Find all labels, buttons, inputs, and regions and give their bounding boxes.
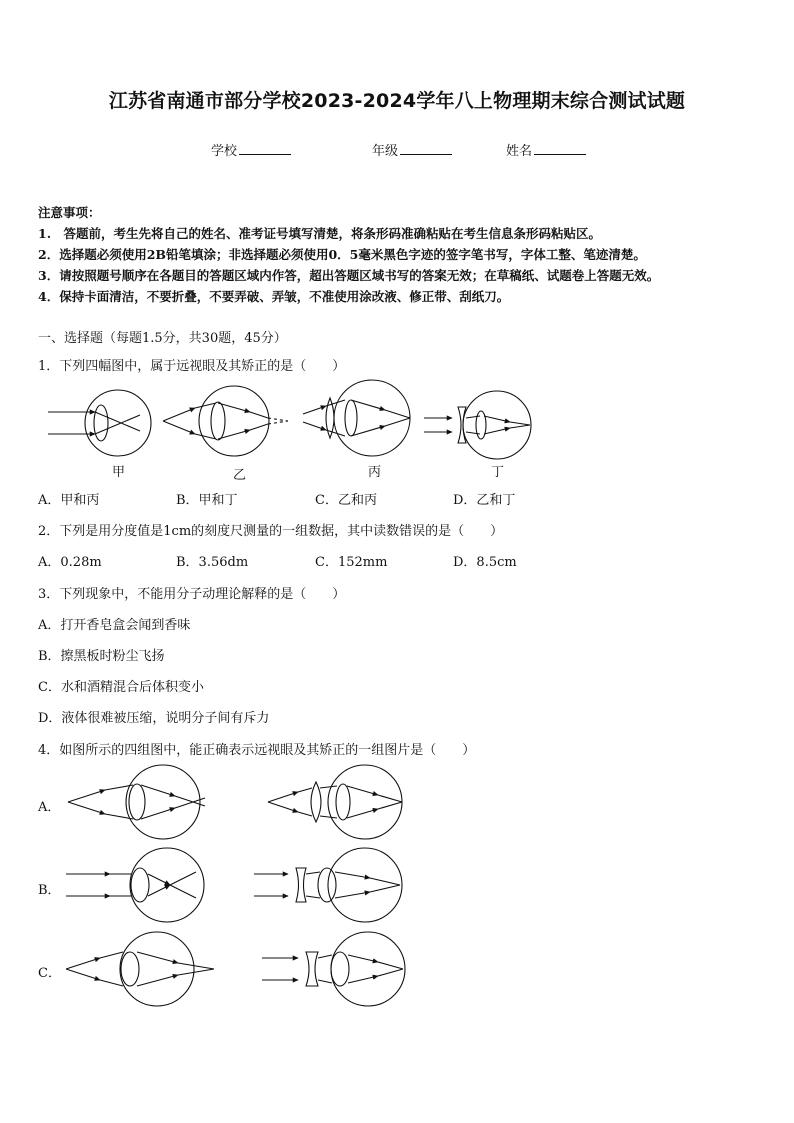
eye-diagram-a-left	[68, 765, 205, 839]
grade-label: 年级	[372, 144, 399, 159]
option-d[interactable]: D．8.5cm	[453, 555, 517, 570]
name-blank[interactable]	[534, 142, 586, 155]
option-d[interactable]: D．乙和丁	[453, 493, 516, 508]
notes-heading: 注意事项：	[38, 205, 101, 220]
figure-label: 乙	[233, 468, 247, 483]
question-2-stem: 2．下列是用分度值是1cm的刻度尺测量的一组数据，其中读数错误的是（ ）	[38, 524, 504, 539]
eye-diagram-a-right	[268, 765, 402, 839]
school-blank[interactable]	[239, 142, 291, 155]
eye-diagram-c-left	[66, 932, 214, 1006]
question-4-stem: 4．如图所示的四组图中，能正确表示远视眼及其矫正的一组图片是（ ）	[38, 743, 476, 758]
q4-figure	[0, 760, 794, 1020]
eye-diagram-yi	[163, 386, 288, 456]
option-a[interactable]: A．打开香皂盒会闻到香味	[38, 618, 191, 633]
option-b[interactable]: B．	[38, 883, 61, 898]
figure-label: 丙	[368, 465, 382, 480]
option-d[interactable]: D．液体很难被压缩，说明分子间有斥力	[38, 711, 270, 726]
figure-label: 甲	[112, 465, 126, 480]
option-a[interactable]: A．	[38, 800, 61, 815]
option-c[interactable]: C．乙和丙	[315, 493, 377, 508]
note-item: 2．选择题必须使用2B铅笔填涂；非选择题必须使用0．5毫米黑色字迹的签字笔书写，字体工整、笔迹清楚。	[38, 247, 646, 262]
page-title: 江苏省南通市部分学校2023-2024学年八上物理期末综合测试试题	[108, 90, 686, 112]
name-label: 姓名	[506, 144, 533, 159]
option-b[interactable]: B．甲和丁	[176, 493, 238, 508]
option-c[interactable]: C．水和酒精混合后体积变小	[38, 680, 204, 695]
question-3-stem: 3．下列现象中，不能用分子动理论解释的是（ ）	[38, 587, 346, 602]
option-b[interactable]: B．3.56dm	[176, 555, 249, 570]
note-item: 3．请按照题号顺序在各题目的答题区域内作答，超出答题区域书写的答案无效；在草稿纸、试题卷上答题无效。	[38, 268, 660, 283]
eye-diagram-jia	[48, 390, 151, 456]
school-label: 学校	[211, 144, 238, 159]
eye-diagram-ding	[424, 391, 531, 459]
figure-label: 丁	[491, 465, 505, 480]
eye-diagram-b-left	[66, 848, 204, 922]
eye-diagram-b-right	[254, 848, 402, 922]
name-field[interactable]	[506, 140, 586, 159]
option-b[interactable]: B．擦黑板时粉尘飞扬	[38, 649, 165, 664]
option-c[interactable]: C．152mm	[315, 555, 388, 570]
grade-blank[interactable]	[400, 142, 452, 155]
option-a[interactable]: A．甲和丙	[38, 493, 100, 508]
option-c[interactable]: C．	[38, 966, 61, 981]
grade-field[interactable]	[372, 140, 452, 159]
question-1-stem: 1．下列四幅图中，属于远视眼及其矫正的是（ ）	[38, 359, 346, 374]
section-heading: 一、选择题（每题1.5分，共30题，45分）	[38, 331, 287, 346]
school-field[interactable]	[211, 140, 291, 159]
eye-diagram-c-right	[262, 932, 405, 1006]
option-a[interactable]: A．0.28m	[38, 555, 102, 570]
eye-diagram-bing	[303, 380, 410, 456]
note-item: 4．保持卡面清洁，不要折叠，不要弄破、弄皱，不准使用涂改液、修正带、刮纸刀。	[38, 289, 510, 304]
note-item: 1. 答题前，考生先将自己的姓名、准考证号填写清楚，将条形码准确粘贴在考生信息条形码粘贴区。	[38, 226, 602, 241]
